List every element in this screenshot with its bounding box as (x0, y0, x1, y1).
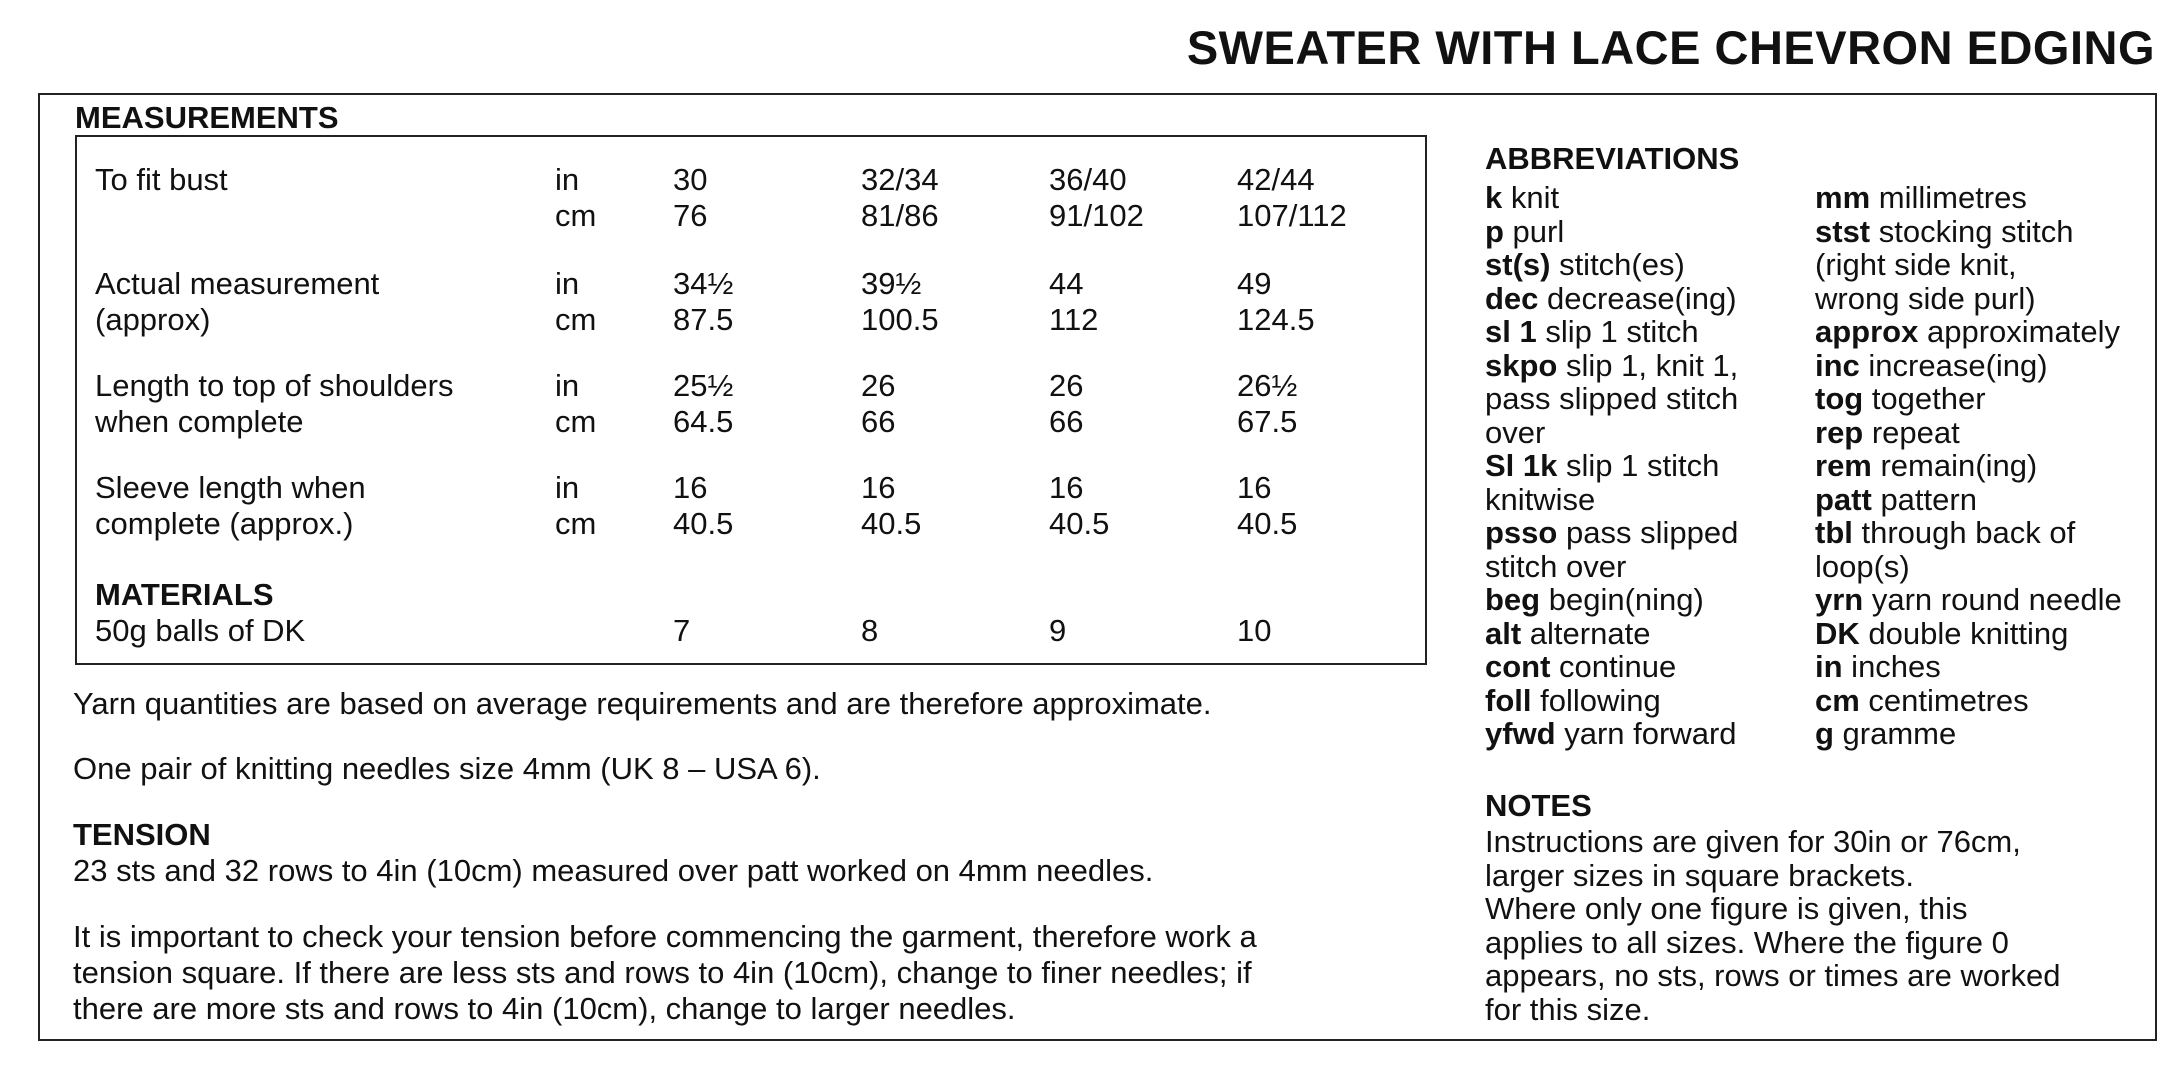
abbr-item: loop(s) (1815, 548, 1910, 584)
abbr-item: tbl through back of (1815, 515, 2076, 550)
size-3-value: 16 40.5 (1049, 470, 1110, 541)
yarn-note: Yarn quantities are based on average requirements and are therefore approximate. (73, 686, 1212, 721)
size-2-value: 32/34 81/86 (861, 162, 939, 233)
size-2-balls: 8 (861, 613, 879, 648)
abbr-item: in inches (1815, 649, 1941, 684)
abbr-item: cm centimetres (1815, 682, 2029, 718)
abbr-item: DK double knitting (1815, 615, 2069, 651)
size-1-value: 34½ 87.5 (673, 266, 734, 337)
abbreviations-heading: ABBREVIATIONS (1485, 141, 1740, 176)
materials-row (95, 577, 1415, 657)
abbr-item: rep repeat (1815, 414, 1960, 450)
abbr-item: st(s) stitch(es) (1485, 247, 1685, 282)
size-3-balls: 9 (1049, 613, 1067, 648)
size-4-value: 42/44 107/112 (1237, 162, 1347, 233)
row-label: Length to top of shoulders when complete (95, 368, 454, 439)
abbr-item: g gramme (1815, 716, 1957, 751)
abbr-item: tog together (1815, 381, 1986, 416)
abbr-item: pass slipped stitch (1485, 381, 1739, 416)
size-2-value: 16 40.5 (861, 470, 922, 541)
size-3-value: 26 66 (1049, 368, 1084, 439)
abbr-item: k knit (1485, 180, 1560, 215)
size-1-value: 25½ 64.5 (673, 368, 734, 439)
tension-heading: TENSION (73, 817, 211, 852)
size-3-value: 36/40 91/102 (1049, 162, 1144, 233)
abbr-item: yrn yarn round needle (1815, 582, 2122, 617)
size-1-value: 30 76 (673, 162, 708, 233)
size-2-value: 39½ 100.5 (861, 266, 939, 337)
abbr-item: patt pattern (1815, 481, 1977, 517)
size-4-balls: 10 (1237, 613, 1272, 648)
row-units: in cm (555, 266, 597, 337)
row-label: To fit bust (95, 162, 228, 197)
tension-line: 23 sts and 32 rows to 4in (10cm) measured over patt worked on 4mm needles. (73, 853, 1154, 888)
abbr-item: stst stocking stitch (1815, 213, 2074, 249)
size-3-value: 44 112 (1049, 266, 1099, 337)
abbr-item: yfwd yarn forward (1485, 716, 1737, 751)
row-label: Actual measurement (approx) (95, 266, 380, 337)
abbr-item: alt alternate (1485, 615, 1651, 651)
abbr-item: mm millimetres (1815, 180, 2027, 215)
abbr-item: p purl (1485, 213, 1565, 249)
size-1-value: 16 40.5 (673, 470, 734, 541)
abbr-item: over (1485, 414, 1546, 450)
size-1-balls: 7 (673, 613, 691, 648)
row-label: Sleeve length when complete (approx.) (95, 470, 366, 541)
abbr-item: (right side knit, (1815, 247, 2017, 282)
materials-heading: MATERIALS (95, 577, 274, 612)
abbr-item: wrong side purl) (1815, 280, 2036, 316)
abbr-item: beg begin(ning) (1485, 582, 1704, 617)
page-title: SWEATER WITH LACE CHEVRON EDGING (1186, 21, 2155, 74)
size-2-value: 26 66 (861, 368, 896, 439)
abbr-item: psso pass slipped (1485, 515, 1739, 550)
size-4-value: 49 124.5 (1237, 266, 1315, 337)
row-units: in cm (555, 162, 597, 233)
row-units: in cm (555, 368, 597, 439)
row-units: in cm (555, 470, 597, 541)
abbr-item: cont continue (1485, 649, 1677, 684)
abbr-item: sl 1 slip 1 stitch (1485, 314, 1699, 349)
measurement-row-actual (95, 266, 1415, 346)
measurement-row-bust (95, 162, 1415, 242)
size-4-value: 16 40.5 (1237, 470, 1298, 541)
measurement-row-sleeve (95, 470, 1415, 550)
notes-text: Instructions are given for 30in or 76cm, larger sizes in square brackets. Where only one figure is given, this applies to all sizes. Where the figure 0 appears, no sts, rows or times are worked for this size. (1485, 824, 2061, 1027)
materials-label: MATERIALS 50g balls of DK (95, 577, 535, 649)
abbreviations-col-2 (1815, 181, 2122, 751)
abbr-item: knitwise (1485, 481, 1596, 517)
abbr-item: dec decrease(ing) (1485, 280, 1737, 316)
abbr-item: rem remain(ing) (1815, 448, 2038, 483)
abbr-item: Sl 1k slip 1 stitch (1485, 448, 1720, 483)
notes-heading: NOTES (1485, 788, 1592, 823)
abbr-item: skpo slip 1, knit 1, (1485, 347, 1739, 383)
needles-note: One pair of knitting needles size 4mm (UK 8 – USA 6). (73, 751, 821, 786)
tension-para: It is important to check your tension before commencing the garment, therefore work a tension square. If there are less sts and rows to 4in (10cm), change to finer needles; if there are more sts and rows to 4in (10cm), change to larger needles. (73, 919, 1257, 1026)
measurements-heading: MEASUREMENTS (75, 100, 339, 135)
abbreviations-col-1 (1485, 181, 1738, 751)
abbr-item: inc increase(ing) (1815, 347, 2048, 383)
size-4-value: 26½ 67.5 (1237, 368, 1298, 439)
abbr-item: foll following (1485, 682, 1661, 718)
abbr-item: stitch over (1485, 548, 1627, 584)
measurement-row-length (95, 368, 1415, 448)
abbr-item: approx approximately (1815, 314, 2120, 349)
